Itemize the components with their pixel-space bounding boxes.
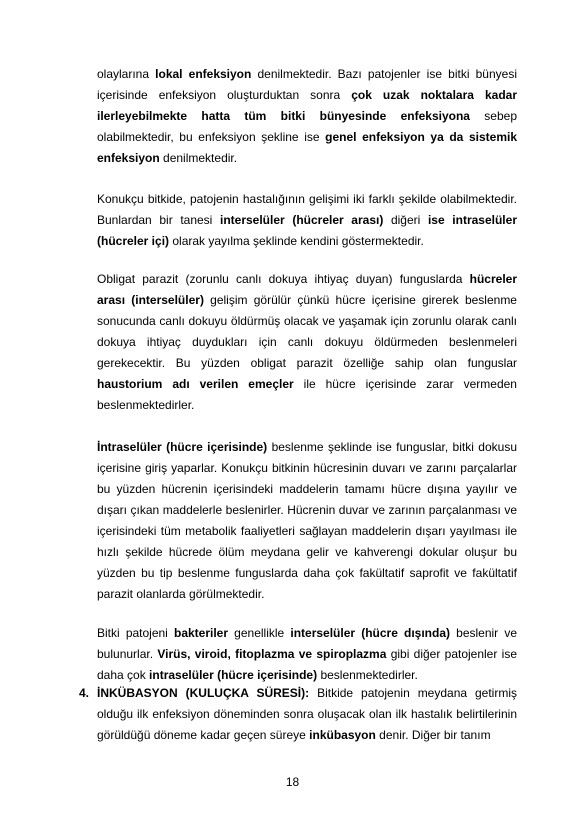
bold-text: interselüler (hücreler arası)	[219, 213, 384, 227]
text-run: denir. Diğer bir tanım	[375, 728, 491, 742]
paragraph-intracellular	[97, 437, 517, 605]
page-number: 18	[285, 775, 300, 789]
bold-text: inkübasyon	[309, 728, 376, 742]
paragraph-disease-development	[97, 189, 517, 252]
paragraph-bacteria-viruses	[97, 623, 517, 686]
bold-text: haustorium adı verilen emeçler	[97, 377, 294, 391]
bold-text: İNKÜBASYON (KULUÇKA SÜRESİ):	[97, 686, 310, 700]
text-run: Bitki patojeni	[97, 626, 174, 640]
bold-text: çok uzak noktalara kadar ilerleyebilmekte hatta tüm bitki bünyesinde enfeksiyona	[97, 88, 517, 123]
paragraph-infection-types	[97, 64, 517, 169]
text-run: gibi diğer patojenler ise daha çok	[97, 647, 517, 682]
text-run: olaylarına	[97, 67, 156, 81]
text-run: olarak yayılma şeklinde kendini göstermektedir.	[169, 234, 424, 248]
text-run: beslenmektedirler.	[317, 668, 418, 682]
text-run: ile hücre içerisinde zarar vermeden beslenmektedirler.	[97, 377, 517, 412]
paragraph-incubation	[97, 683, 517, 746]
bold-text: bakteriler	[174, 626, 229, 640]
bold-text: İntraselüler (hücre içerisinde)	[97, 440, 268, 454]
bold-text: intraselüler (hücre içerisinde)	[149, 668, 318, 682]
text-run: denilmektedir. Bazı patojenler ise bitki bünyesi içerisinde enfeksiyon oluşturduktan sonra	[97, 67, 517, 102]
bold-text: ise intraselüler (hücreler içi)	[97, 213, 517, 248]
text-run: sebep olabilmektedir, bu enfeksiyon şekline ise	[97, 109, 517, 144]
text-run: diğeri	[383, 213, 428, 227]
text-run: gelişim görülür çünkü hücre içerisine girerek beslenme sonucunda canlı dokuyu öldürmüş olacak ve yaşamak için zorunlu olarak canlı dokuya ihtiyaç duydukları için canlı dokuyu öldürmeden beslenmeleri gerekecektir. Bu yüzden obligat parazit özelliğe sahip olan funguslar	[97, 293, 517, 370]
text-run: beslenir ve bulunurlar.	[97, 626, 517, 661]
text-run: Bitkide patojenin meydana getirmiş olduğu ilk enfeksiyon döneminden sonra oluşacak olan ilk hastalık belirtilerinin görüldüğü döneme kadar geçen süreye	[97, 686, 518, 742]
list-number: 4.	[79, 686, 90, 700]
bold-text: genel enfeksiyon ya da sistemik enfeksiyon	[97, 130, 517, 165]
paragraph-intercellular	[97, 269, 517, 416]
bold-text: Virüs, viroid, fitoplazma ve spiroplazma	[157, 647, 387, 661]
text-run: genellikle	[228, 626, 291, 640]
text-run: Konukçu bitkide, patojenin hastalığının gelişimi iki farklı şekilde olabilmektedir. Bunlardan bir tanesi	[97, 192, 517, 227]
text-run: denilmektedir.	[159, 151, 238, 165]
bold-text: lokal enfeksiyon	[155, 67, 252, 81]
bold-text: interselüler (hücre dışında)	[290, 626, 451, 640]
bold-text: hücreler arası (interselüler)	[97, 272, 517, 307]
text-run: Obligat parazit (zorunlu canlı dokuya ihtiyaç duyan) funguslarda	[97, 272, 470, 286]
text-run: beslenme şeklinde ise funguslar, bitki dokusu içerisine giriş yaparlar. Konukçu bitkinin hücresinin duvarı ve zarını parçalarlar bu yüzden hücrenin içerisindeki maddelerin tamamı hücre dışına yayılır ve dışarı çıkan maddelerle beslenirler. Hücrenin duvar ve zarının parçalanması ve içerisindeki tüm metabolik faaliyetleri sağlayan maddelerin dışarı yayılması ile hızlı şekilde hücrede ölüm meydana gelir ve kahverengi dokular oluşur bu yüzden bu tip beslenme funguslarda daha çok fakültatif saprofit ve fakültatif parazit olanlarda görülmektedir.	[97, 440, 517, 601]
